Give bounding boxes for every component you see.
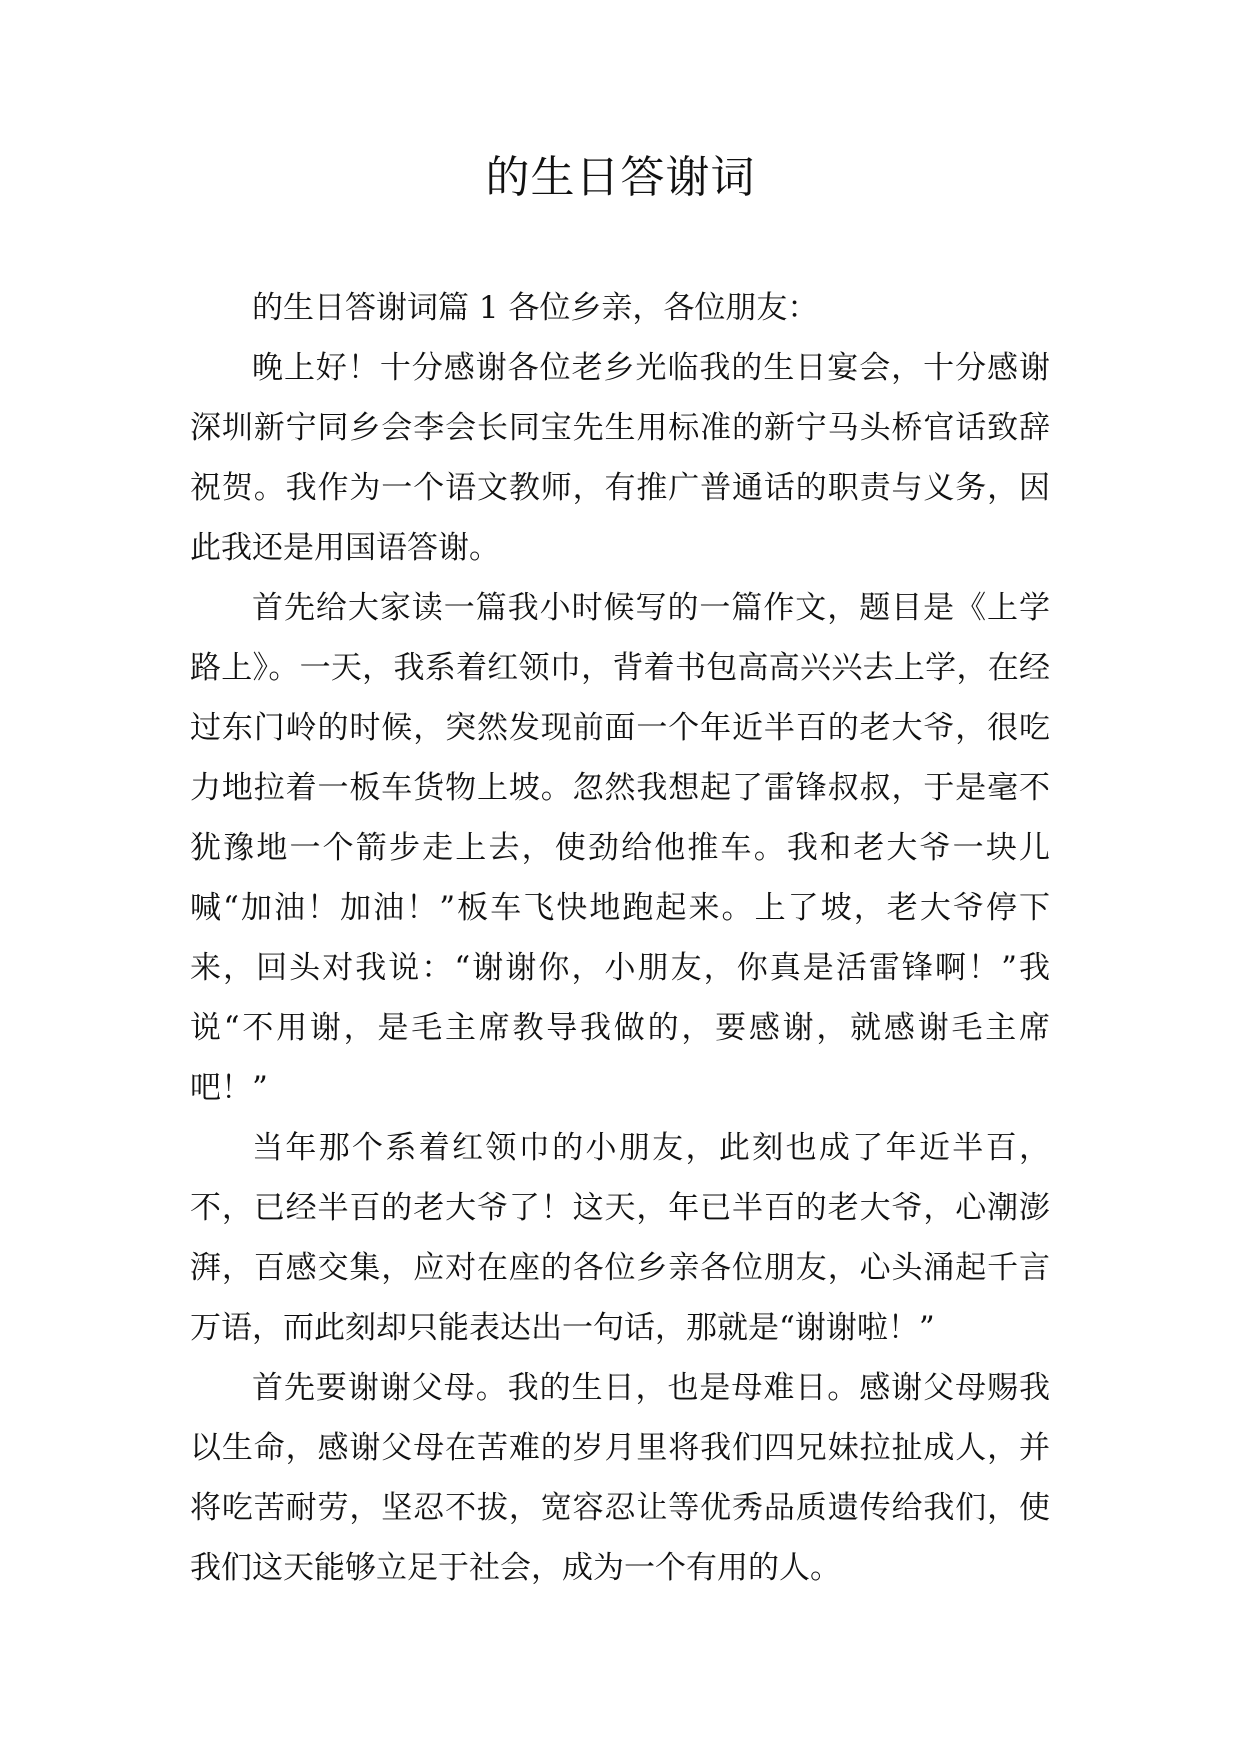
document-body [190,278,1050,1598]
paragraph-reflection: 当年那个系着红领巾的小朋友，此刻也成了年近半百，不，已经半百的老大爷了！这天，年已半百的老大爷，心潮澎湃，百感交集，应对在座的各位乡亲各位朋友，心头涌起千言万语，而此刻却只能表达出一句话，那就是“谢谢啦！” [190,1130,1050,1346]
paragraph-greeting: 晚上好！十分感谢各位老乡光临我的生日宴会，十分感谢深圳新宁同乡会李会长同宝先生用标准的新宁马头桥官话致辞祝贺。我作为一个语文教师，有推广普通话的职责与义务，因此我还是用国语答谢。 [190,350,1050,566]
document-title: 的生日答谢词 [485,152,756,203]
paragraph-thanks-parents: 首先要谢谢父母。我的生日，也是母难日。感谢父母赐我以生命，感谢父母在苦难的岁月里将我们四兄妹拉扯成人，并将吃苦耐劳，坚忍不拔，宽容忍让等优秀品质遗传给我们，使我们这天能够立足于社会，成为一个有用的人。 [190,1370,1050,1586]
paragraph-story: 首先给大家读一篇我小时候写的一篇作文，题目是《上学路上》。一天，我系着红领巾，背着书包高高兴兴去上学，在经过东门岭的时候，突然发现前面一个年近半百的老大爷，很吃力地拉着一板车货物上坡。忽然我想起了雷锋叔叔，于是毫不犹豫地一个箭步走上去，使劲给他推车。我和老大爷一块儿喊“加油！加油！”板车飞快地跑起来。上了坡，老大爷停下来，回头对我说：“谢谢你，小朋友，你真是活雷锋啊！”我说“不用谢，是毛主席教导我做的，要感谢，就感谢毛主席吧！” [190,590,1050,1106]
paragraph-opening: 的生日答谢词篇 1 各位乡亲，各位朋友： [252,290,819,326]
